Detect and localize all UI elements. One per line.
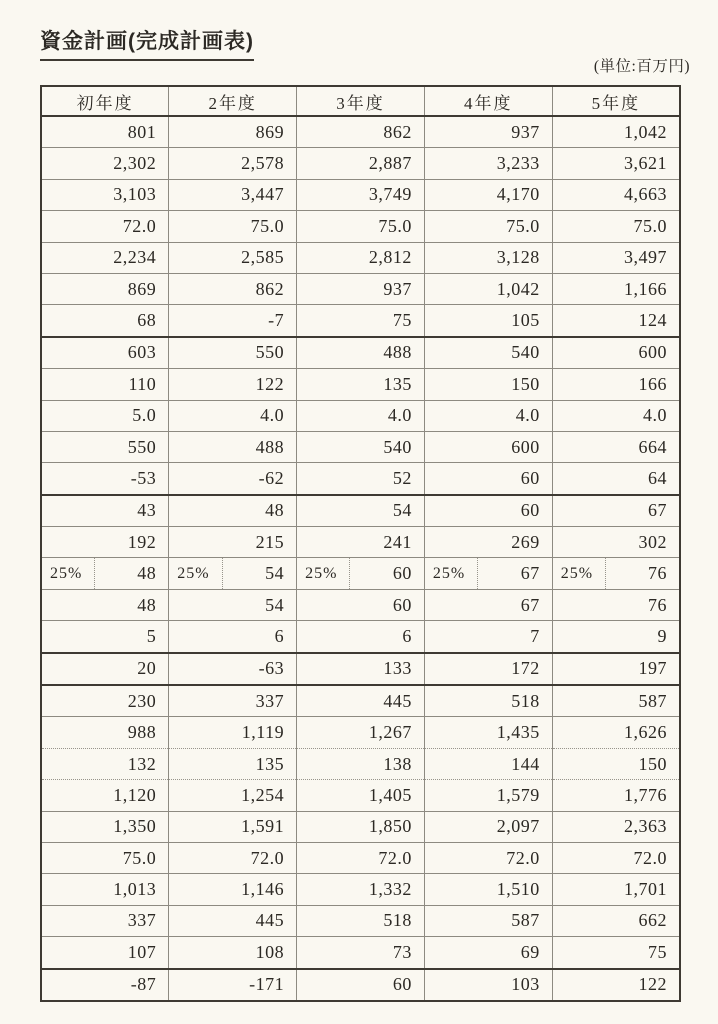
cell-value: 1,405 xyxy=(297,780,425,811)
cell-value: 1,267 xyxy=(297,717,425,748)
percent-split-wrap xyxy=(169,558,296,588)
cell-value: 2,234 xyxy=(41,242,169,273)
header-row xyxy=(41,86,680,116)
cell-value: 60 xyxy=(392,563,412,584)
table-row-1 xyxy=(41,116,680,148)
table-body xyxy=(41,116,680,1001)
cell-value: 1,013 xyxy=(41,874,169,905)
cell-value: 73 xyxy=(297,937,425,969)
cell-value: 4,663 xyxy=(552,179,680,210)
cell-value: 862 xyxy=(297,116,425,148)
cell-value: 144 xyxy=(424,748,552,779)
percent-split-wrap xyxy=(553,558,679,588)
column-header-year-4: 4年度 xyxy=(424,86,552,116)
cell-value: 4.0 xyxy=(552,400,680,431)
cell-value: 75.0 xyxy=(297,211,425,242)
cell-value: 43 xyxy=(41,495,169,527)
table-row-13 xyxy=(41,495,680,527)
cell-value: 2,302 xyxy=(41,148,169,179)
cell-value: 72.0 xyxy=(41,211,169,242)
cell-value: 445 xyxy=(169,905,297,936)
cell-value: 20 xyxy=(41,653,169,685)
cell-value: -87 xyxy=(41,969,169,1001)
table-row-12 xyxy=(41,463,680,495)
cell-value: 197 xyxy=(552,653,680,685)
cell-value: -62 xyxy=(169,463,297,495)
cell-value: 600 xyxy=(424,431,552,462)
table-row-16 xyxy=(41,589,680,620)
table-row-2 xyxy=(41,148,680,179)
cell-value: 5 xyxy=(41,621,169,653)
column-header-year-2: 2年度 xyxy=(169,86,297,116)
percent-split-cell xyxy=(169,558,297,589)
column-header-year-1: 初年度 xyxy=(41,86,169,116)
cell-value: 2,097 xyxy=(424,811,552,842)
column-header-year-3: 3年度 xyxy=(297,86,425,116)
cell-value: 1,254 xyxy=(169,780,297,811)
cell-value: 869 xyxy=(169,116,297,148)
table-row-11 xyxy=(41,431,680,462)
cell-value: 269 xyxy=(424,527,552,558)
table-row-21 xyxy=(41,748,680,779)
unit-note: (単位:百万円) xyxy=(593,58,690,75)
cell-value: 48 xyxy=(137,563,157,584)
cell-value: 72.0 xyxy=(552,842,680,873)
cell-value: 75.0 xyxy=(424,211,552,242)
cell-value: 122 xyxy=(169,369,297,400)
cell-value: 2,363 xyxy=(552,811,680,842)
cell-value: 48 xyxy=(169,495,297,527)
percent-label: 25% xyxy=(297,558,350,588)
cell-value: 9 xyxy=(552,621,680,653)
table-row-24 xyxy=(41,842,680,873)
cell-value: 72.0 xyxy=(297,842,425,873)
cell-value: 488 xyxy=(169,431,297,462)
cell-value: 75.0 xyxy=(169,211,297,242)
cell-value: 1,146 xyxy=(169,874,297,905)
cell-value: 587 xyxy=(424,905,552,936)
table-row-15 xyxy=(41,558,680,589)
cell-value: 105 xyxy=(424,305,552,337)
table-row-28 xyxy=(41,969,680,1001)
cell-value: 60 xyxy=(297,589,425,620)
percent-split-cell xyxy=(41,558,169,589)
percent-label: 25% xyxy=(169,558,222,588)
cell-value: -53 xyxy=(41,463,169,495)
cell-value: -63 xyxy=(169,653,297,685)
cell-value: 2,812 xyxy=(297,242,425,273)
percent-label: 25% xyxy=(553,558,606,588)
cell-value: 192 xyxy=(41,527,169,558)
cell-value: 76 xyxy=(552,589,680,620)
cell-value: 518 xyxy=(424,685,552,717)
cell-value: 132 xyxy=(41,748,169,779)
percent-split-cell xyxy=(424,558,552,589)
table-row-27 xyxy=(41,937,680,969)
cell-value: 337 xyxy=(41,905,169,936)
cell-value: 302 xyxy=(552,527,680,558)
cell-value: 54 xyxy=(169,589,297,620)
cell-value: 1,120 xyxy=(41,780,169,811)
cell-value: 4.0 xyxy=(297,400,425,431)
cell-value: 166 xyxy=(552,369,680,400)
cell-value: 67 xyxy=(552,495,680,527)
cell-value: 69 xyxy=(424,937,552,969)
cell-value: 52 xyxy=(297,463,425,495)
cell-value: 60 xyxy=(424,495,552,527)
cell-value: 107 xyxy=(41,937,169,969)
cell-value: 603 xyxy=(41,337,169,369)
cell-value: 1,510 xyxy=(424,874,552,905)
cell-value: 937 xyxy=(424,116,552,148)
cell-value: 869 xyxy=(41,273,169,304)
cell-value: 4.0 xyxy=(424,400,552,431)
cell-value: 1,701 xyxy=(552,874,680,905)
table-row-6 xyxy=(41,273,680,304)
cell-value: 587 xyxy=(552,685,680,717)
cell-value: 67 xyxy=(520,563,540,584)
table-header xyxy=(41,86,680,116)
cell-value: 67 xyxy=(424,589,552,620)
cell-value: 7 xyxy=(424,621,552,653)
cell-value: 172 xyxy=(424,653,552,685)
cell-value: 518 xyxy=(297,905,425,936)
table-row-18 xyxy=(41,653,680,685)
cell-value: -171 xyxy=(169,969,297,1001)
table-row-17 xyxy=(41,621,680,653)
cell-value: 241 xyxy=(297,527,425,558)
cell-value: 1,776 xyxy=(552,780,680,811)
table-row-5 xyxy=(41,242,680,273)
cell-value: 108 xyxy=(169,937,297,969)
cell-value: 801 xyxy=(41,116,169,148)
cell-value: 1,042 xyxy=(552,116,680,148)
cell-value: 2,887 xyxy=(297,148,425,179)
cell-value: 600 xyxy=(552,337,680,369)
cell-value: 988 xyxy=(41,717,169,748)
cell-value: 64 xyxy=(552,463,680,495)
cell-value: 6 xyxy=(169,621,297,653)
table-row-19 xyxy=(41,685,680,717)
cell-value: 937 xyxy=(297,273,425,304)
cell-value: 150 xyxy=(552,748,680,779)
cell-value: 133 xyxy=(297,653,425,685)
cell-value: 122 xyxy=(552,969,680,1001)
cell-value: 54 xyxy=(297,495,425,527)
cell-value: 662 xyxy=(552,905,680,936)
table-row-14 xyxy=(41,527,680,558)
table-row-8 xyxy=(41,337,680,369)
percent-split-wrap xyxy=(425,558,552,588)
cell-value: 3,233 xyxy=(424,148,552,179)
table-row-7 xyxy=(41,305,680,337)
percent-split-cell xyxy=(552,558,680,589)
cell-value: 215 xyxy=(169,527,297,558)
cell-value: 6 xyxy=(297,621,425,653)
percent-label: 25% xyxy=(42,558,95,588)
funding-plan-table xyxy=(40,85,681,1002)
table-row-4 xyxy=(41,211,680,242)
cell-value: 4.0 xyxy=(169,400,297,431)
cell-value: 540 xyxy=(424,337,552,369)
cell-value: 68 xyxy=(41,305,169,337)
table-row-23 xyxy=(41,811,680,842)
table-row-22 xyxy=(41,780,680,811)
cell-value: 3,497 xyxy=(552,242,680,273)
cell-value: 3,621 xyxy=(552,148,680,179)
cell-value: 72.0 xyxy=(169,842,297,873)
cell-value: 1,435 xyxy=(424,717,552,748)
cell-value: 4,170 xyxy=(424,179,552,210)
cell-value: 150 xyxy=(424,369,552,400)
table-row-9 xyxy=(41,369,680,400)
cell-value: 1,591 xyxy=(169,811,297,842)
cell-value: 488 xyxy=(297,337,425,369)
table-row-3 xyxy=(41,179,680,210)
cell-value: 75.0 xyxy=(552,211,680,242)
cell-value: 862 xyxy=(169,273,297,304)
cell-value: 1,042 xyxy=(424,273,552,304)
cell-value: 5.0 xyxy=(41,400,169,431)
cell-value: 3,103 xyxy=(41,179,169,210)
cell-value: 54 xyxy=(265,563,285,584)
column-header-year-5: 5年度 xyxy=(552,86,680,116)
cell-value: 60 xyxy=(424,463,552,495)
cell-value: 445 xyxy=(297,685,425,717)
cell-value: 138 xyxy=(297,748,425,779)
cell-value: 103 xyxy=(424,969,552,1001)
page-title: 資金計画(完成計画表) xyxy=(40,25,254,61)
cell-value: 1,626 xyxy=(552,717,680,748)
cell-value: 1,850 xyxy=(297,811,425,842)
cell-value: 135 xyxy=(297,369,425,400)
cell-value: 1,166 xyxy=(552,273,680,304)
table-row-20 xyxy=(41,717,680,748)
cell-value: 1,350 xyxy=(41,811,169,842)
percent-split-wrap xyxy=(297,558,424,588)
cell-value: 75 xyxy=(552,937,680,969)
cell-value: 124 xyxy=(552,305,680,337)
cell-value: 3,749 xyxy=(297,179,425,210)
percent-label: 25% xyxy=(425,558,478,588)
cell-value: 540 xyxy=(297,431,425,462)
cell-value: 110 xyxy=(41,369,169,400)
cell-value: 1,332 xyxy=(297,874,425,905)
percent-split-cell xyxy=(297,558,425,589)
cell-value: 3,128 xyxy=(424,242,552,273)
cell-value: 550 xyxy=(169,337,297,369)
cell-value: 76 xyxy=(648,563,667,584)
cell-value: -7 xyxy=(169,305,297,337)
cell-value: 1,579 xyxy=(424,780,552,811)
cell-value: 48 xyxy=(41,589,169,620)
cell-value: 135 xyxy=(169,748,297,779)
cell-value: 75 xyxy=(297,305,425,337)
percent-split-wrap xyxy=(42,558,168,588)
cell-value: 3,447 xyxy=(169,179,297,210)
cell-value: 2,585 xyxy=(169,242,297,273)
table-row-26 xyxy=(41,905,680,936)
cell-value: 664 xyxy=(552,431,680,462)
cell-value: 230 xyxy=(41,685,169,717)
cell-value: 72.0 xyxy=(424,842,552,873)
cell-value: 1,119 xyxy=(169,717,297,748)
cell-value: 550 xyxy=(41,431,169,462)
cell-value: 337 xyxy=(169,685,297,717)
cell-value: 75.0 xyxy=(41,842,169,873)
table-row-25 xyxy=(41,874,680,905)
table-row-10 xyxy=(41,400,680,431)
cell-value: 60 xyxy=(297,969,425,1001)
cell-value: 2,578 xyxy=(169,148,297,179)
